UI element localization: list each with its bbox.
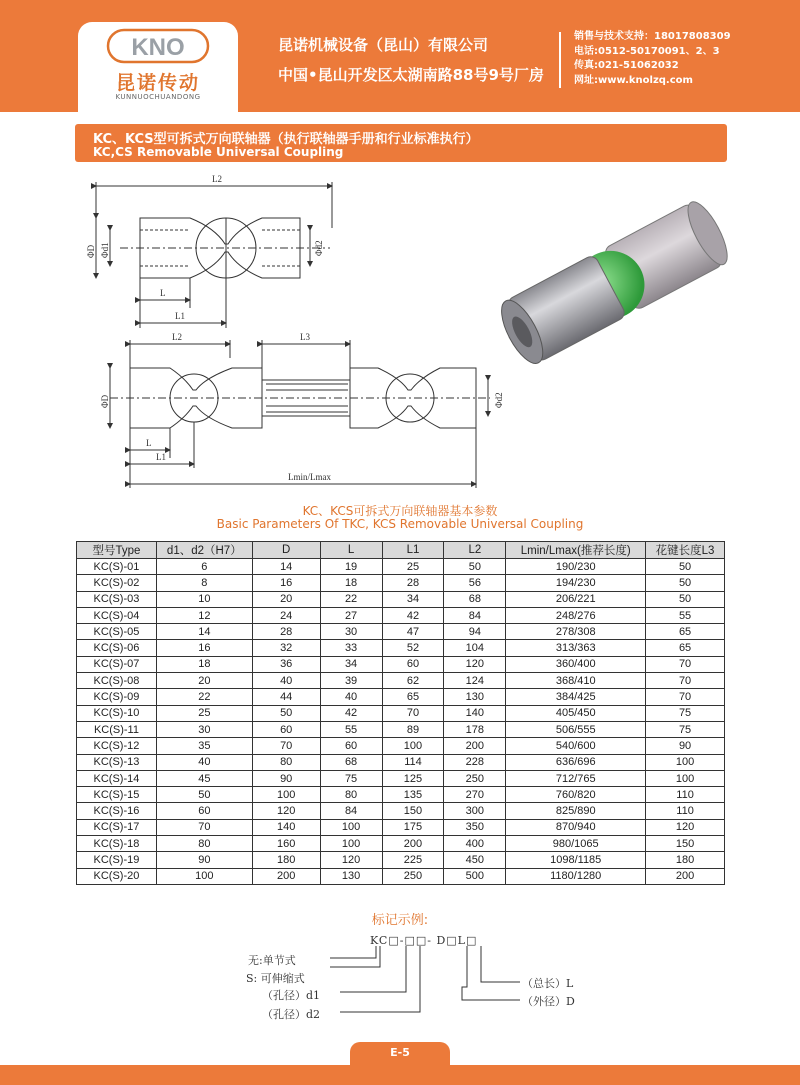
table-body: [77, 559, 725, 885]
table-cell: 825/890: [506, 803, 646, 819]
table-cell: 190/230: [506, 559, 646, 575]
table-cell: 94: [444, 624, 506, 640]
table-cell: 36: [252, 656, 320, 672]
coupling-3d-render: [493, 197, 734, 370]
logo: [78, 22, 238, 112]
col-header-D: D: [252, 542, 320, 559]
table-cell: 90: [156, 852, 252, 868]
table-cell: 14: [252, 559, 320, 575]
table-cell: 384/425: [506, 689, 646, 705]
table-cell: 194/230: [506, 575, 646, 591]
table-cell: 225: [382, 852, 444, 868]
table-row: [77, 624, 725, 640]
table-cell: KC(S)-19: [77, 852, 157, 868]
table-cell: 50: [646, 575, 725, 591]
logo-mark-icon: [106, 28, 210, 64]
table-cell: KC(S)-02: [77, 575, 157, 591]
table-cell: KC(S)-11: [77, 721, 157, 737]
label-top-L: L: [160, 288, 166, 298]
table-row: [77, 803, 725, 819]
label-bottom-L2: L2: [172, 332, 182, 342]
table-cell: KC(S)-05: [77, 624, 157, 640]
marking-bore-d1: （孔径）d1: [262, 989, 321, 1002]
table-cell: 1098/1185: [506, 852, 646, 868]
table-cell: 33: [320, 640, 382, 656]
table-cell: 75: [646, 705, 725, 721]
table-cell: 100: [646, 770, 725, 786]
table-cell: 52: [382, 640, 444, 656]
svg-text:KNO: KNO: [131, 34, 185, 61]
label-top-d2: Φd2: [314, 240, 324, 256]
table-cell: 45: [156, 770, 252, 786]
company-name: 昆诺机械设备（昆山）有限公司: [278, 36, 489, 54]
table-row: [77, 770, 725, 786]
drawing-telescopic: [110, 340, 490, 488]
table-cell: 150: [646, 836, 725, 852]
label-bottom-L1: L1: [156, 452, 166, 462]
table-row: [77, 819, 725, 835]
table-cell: 80: [320, 787, 382, 803]
table-cell: 40: [156, 754, 252, 770]
marking-outer-diameter: （外径）D: [522, 995, 575, 1008]
table-cell: 25: [382, 559, 444, 575]
col-header-L1: L1: [382, 542, 444, 559]
table-cell: 150: [382, 803, 444, 819]
table-cell: 50: [646, 591, 725, 607]
table-cell: 636/696: [506, 754, 646, 770]
table-cell: 25: [156, 705, 252, 721]
table-cell: 39: [320, 673, 382, 689]
table-cell: 125: [382, 770, 444, 786]
table-title-en: Basic Parameters Of TKC, KCS Removable Universal Coupling: [216, 517, 584, 531]
table-cell: 50: [646, 559, 725, 575]
table-cell: 278/308: [506, 624, 646, 640]
table-cell: KC(S)-10: [77, 705, 157, 721]
table-cell: 50: [156, 787, 252, 803]
table-row: [77, 689, 725, 705]
table-cell: 56: [444, 575, 506, 591]
table-cell: 60: [156, 803, 252, 819]
table-cell: 100: [252, 787, 320, 803]
table-cell: 70: [646, 689, 725, 705]
table-cell: 18: [156, 656, 252, 672]
table-cell: 500: [444, 868, 506, 884]
table-cell: 400: [444, 836, 506, 852]
table-cell: 60: [320, 738, 382, 754]
logo-english-name: KUNNUOCHUANDONG: [115, 93, 201, 101]
table-cell: 16: [252, 575, 320, 591]
table-cell: 55: [646, 607, 725, 623]
table-cell: 120: [252, 803, 320, 819]
marking-example: [230, 930, 610, 1025]
table-cell: 350: [444, 819, 506, 835]
marking-single-section: 无:单节式: [248, 954, 296, 967]
label-bottom-L3: L3: [300, 332, 310, 342]
contact-info: [574, 30, 731, 88]
table-cell: 135: [382, 787, 444, 803]
table-cell: 760/820: [506, 787, 646, 803]
table-cell: 50: [444, 559, 506, 575]
table-cell: 540/600: [506, 738, 646, 754]
technical-drawings: [0, 168, 800, 498]
table-cell: 22: [156, 689, 252, 705]
table-cell: 28: [382, 575, 444, 591]
col-header-length: Lmin/Lmax(推荐长度): [506, 542, 646, 559]
table-cell: KC(S)-08: [77, 673, 157, 689]
table-row: [77, 852, 725, 868]
drawing-single-section: [96, 182, 332, 328]
table-cell: 506/555: [506, 721, 646, 737]
table-cell: 60: [252, 721, 320, 737]
label-top-L1: L1: [175, 311, 185, 321]
table-cell: 100: [320, 819, 382, 835]
table-cell: 100: [382, 738, 444, 754]
table-cell: 35: [156, 738, 252, 754]
table-cell: 200: [252, 868, 320, 884]
table-cell: 140: [252, 819, 320, 835]
table-cell: 90: [646, 738, 725, 754]
table-cell: 100: [156, 868, 252, 884]
table-cell: 6: [156, 559, 252, 575]
table-cell: 130: [444, 689, 506, 705]
label-bottom-Lminmax: Lmin/Lmax: [288, 472, 331, 482]
parameters-table: [76, 541, 725, 885]
contact-sales: 销售与技术支持：18017808309: [574, 31, 731, 42]
table-cell: 55: [320, 721, 382, 737]
table-cell: 24: [252, 607, 320, 623]
table-cell: 300: [444, 803, 506, 819]
table-cell: 30: [320, 624, 382, 640]
table-cell: 19: [320, 559, 382, 575]
marking-telescopic: S: 可伸缩式: [246, 972, 305, 985]
table-cell: 80: [252, 754, 320, 770]
table-cell: KC(S)-16: [77, 803, 157, 819]
table-cell: 42: [320, 705, 382, 721]
table-cell: KC(S)-14: [77, 770, 157, 786]
table-cell: 104: [444, 640, 506, 656]
table-cell: 120: [444, 656, 506, 672]
table-row: [77, 721, 725, 737]
table-cell: 114: [382, 754, 444, 770]
table-cell: 70: [156, 819, 252, 835]
table-cell: 34: [382, 591, 444, 607]
table-cell: 712/765: [506, 770, 646, 786]
table-cell: 248/276: [506, 607, 646, 623]
table-cell: 68: [444, 591, 506, 607]
table-cell: KC(S)-17: [77, 819, 157, 835]
table-cell: KC(S)-09: [77, 689, 157, 705]
table-cell: KC(S)-04: [77, 607, 157, 623]
table-cell: 44: [252, 689, 320, 705]
logo-chinese-name: 昆诺传动: [115, 72, 200, 94]
table-cell: 70: [382, 705, 444, 721]
table-cell: 40: [252, 673, 320, 689]
table-cell: 405/450: [506, 705, 646, 721]
marking-code: KC□-□□- D□L□: [370, 934, 478, 947]
table-cell: 180: [646, 852, 725, 868]
table-cell: 368/410: [506, 673, 646, 689]
table-title-cn: KC、KCS可拆式万向联轴器基本参数: [302, 504, 498, 518]
table-cell: 47: [382, 624, 444, 640]
table-cell: 270: [444, 787, 506, 803]
table-cell: 16: [156, 640, 252, 656]
table-cell: 175: [382, 819, 444, 835]
label-bottom-L: L: [146, 438, 152, 448]
table-cell: 60: [382, 656, 444, 672]
table-cell: KC(S)-15: [77, 787, 157, 803]
table-cell: 200: [444, 738, 506, 754]
table-cell: 89: [382, 721, 444, 737]
table-cell: 120: [646, 819, 725, 835]
table-cell: 110: [646, 803, 725, 819]
table-cell: 178: [444, 721, 506, 737]
table-cell: 65: [646, 640, 725, 656]
label-top-d1: Φd1: [100, 242, 110, 258]
table-cell: 160: [252, 836, 320, 852]
table-cell: 180: [252, 852, 320, 868]
table-cell: KC(S)-07: [77, 656, 157, 672]
table-cell: 75: [646, 721, 725, 737]
section-banner: [75, 124, 727, 162]
col-header-bore: d1、d2（H7）: [156, 542, 252, 559]
table-cell: KC(S)-06: [77, 640, 157, 656]
table-cell: 65: [382, 689, 444, 705]
table-cell: 450: [444, 852, 506, 868]
table-cell: 20: [252, 591, 320, 607]
table-cell: 42: [382, 607, 444, 623]
table-cell: 206/221: [506, 591, 646, 607]
page-header: [0, 0, 800, 112]
table-cell: 12: [156, 607, 252, 623]
label-bottom-d2: Φd2: [494, 392, 504, 408]
table-cell: 228: [444, 754, 506, 770]
table-row: [77, 836, 725, 852]
label-bottom-D: ΦD: [100, 394, 110, 408]
table-cell: 34: [320, 656, 382, 672]
table-header-row: [77, 542, 725, 559]
table-cell: KC(S)-20: [77, 868, 157, 884]
table-cell: 250: [444, 770, 506, 786]
table-cell: 84: [320, 803, 382, 819]
table-row: [77, 640, 725, 656]
table-cell: 32: [252, 640, 320, 656]
table-row: [77, 559, 725, 575]
table-cell: 80: [156, 836, 252, 852]
contact-phone: 电话:0512-50170091、2、3: [574, 45, 720, 57]
page-number: E-5: [390, 1046, 410, 1059]
footer-bar: [0, 1065, 800, 1085]
table-cell: 8: [156, 575, 252, 591]
table-cell: 28: [252, 624, 320, 640]
table-cell: 40: [320, 689, 382, 705]
table-cell: 75: [320, 770, 382, 786]
contact-fax: 传真:021-51062032: [574, 60, 679, 71]
table-cell: 65: [646, 624, 725, 640]
table-cell: 27: [320, 607, 382, 623]
table-cell: 124: [444, 673, 506, 689]
table-cell: KC(S)-13: [77, 754, 157, 770]
table-cell: 30: [156, 721, 252, 737]
table-cell: 120: [320, 852, 382, 868]
label-top-D: ΦD: [86, 244, 96, 258]
table-cell: 18: [320, 575, 382, 591]
table-cell: 360/400: [506, 656, 646, 672]
table-cell: 140: [444, 705, 506, 721]
company-address: 中国•昆山开发区太湖南路88号9号厂房: [278, 66, 544, 84]
header-divider: [559, 32, 561, 88]
col-header-type: 型号Type: [77, 542, 157, 559]
marking-total-length: （总长）L: [522, 977, 574, 990]
table-cell: 84: [444, 607, 506, 623]
table-row: [77, 738, 725, 754]
table-cell: 110: [646, 787, 725, 803]
table-cell: 62: [382, 673, 444, 689]
table-cell: 870/940: [506, 819, 646, 835]
table-cell: 50: [252, 705, 320, 721]
col-header-L2: L2: [444, 542, 506, 559]
table-cell: 20: [156, 673, 252, 689]
table-cell: 90: [252, 770, 320, 786]
table-cell: 70: [252, 738, 320, 754]
marking-example-title: 标记示例:: [371, 913, 429, 928]
table-cell: KC(S)-18: [77, 836, 157, 852]
label-top-L2: L2: [212, 174, 222, 184]
table-row: [77, 868, 725, 884]
table-row: [77, 591, 725, 607]
table-cell: KC(S)-12: [77, 738, 157, 754]
table-row: [77, 673, 725, 689]
table-cell: 14: [156, 624, 252, 640]
table-row: [77, 754, 725, 770]
table-cell: 200: [382, 836, 444, 852]
table-cell: 100: [646, 754, 725, 770]
table-cell: 22: [320, 591, 382, 607]
col-header-spline: 花键长度L3: [646, 542, 725, 559]
banner-title-cn: KC、KCS型可拆式万向联轴器（执行联轴器手册和行业标准执行）: [93, 132, 479, 147]
contact-website[interactable]: 网址:www.knolzq.com: [574, 74, 693, 86]
table-cell: 70: [646, 656, 725, 672]
table-cell: 200: [646, 868, 725, 884]
table-cell: 70: [646, 673, 725, 689]
table-cell: 130: [320, 868, 382, 884]
table-cell: 1180/1280: [506, 868, 646, 884]
col-header-L: L: [320, 542, 382, 559]
table-row: [77, 656, 725, 672]
table-row: [77, 607, 725, 623]
table-cell: 980/1065: [506, 836, 646, 852]
table-cell: 313/363: [506, 640, 646, 656]
table-cell: 68: [320, 754, 382, 770]
table-row: [77, 787, 725, 803]
table-row: [77, 705, 725, 721]
table-cell: KC(S)-03: [77, 591, 157, 607]
banner-title-en: KC,CS Removable Universal Coupling: [93, 145, 344, 159]
table-cell: 250: [382, 868, 444, 884]
table-cell: 10: [156, 591, 252, 607]
table-cell: KC(S)-01: [77, 559, 157, 575]
table-row: [77, 575, 725, 591]
marking-bore-d2: （孔径）d2: [262, 1008, 321, 1021]
table-cell: 100: [320, 836, 382, 852]
